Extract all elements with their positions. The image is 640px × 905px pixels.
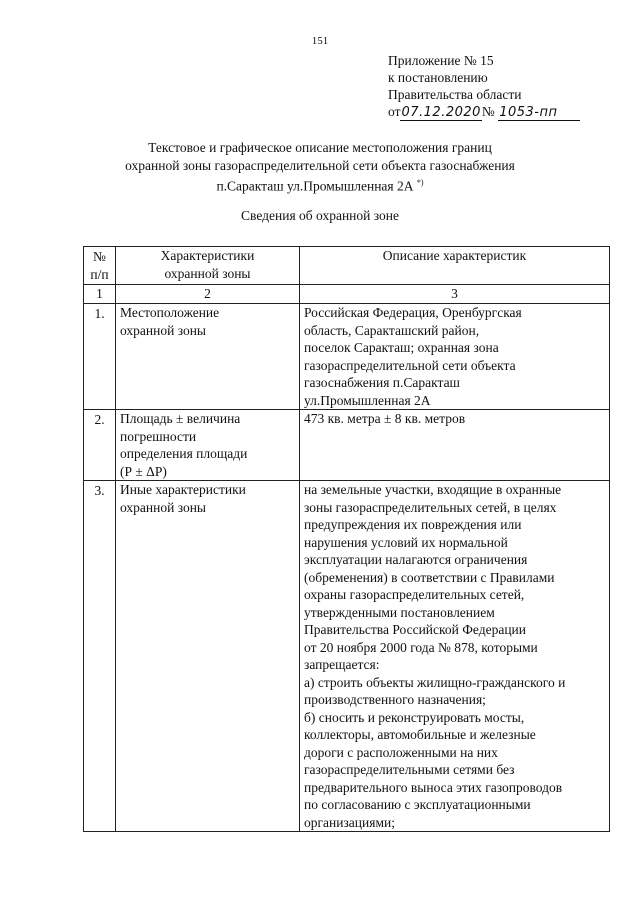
footnote-mark: *): [416, 178, 424, 187]
row-number: 1.: [84, 304, 116, 410]
table-header-row: [84, 247, 610, 285]
column-number-row: [84, 285, 610, 304]
title-line-3: [80, 174, 560, 195]
protection-zone-table: [83, 246, 610, 832]
appendix-title: Приложение № 15: [388, 53, 494, 68]
row-characteristic: Иные характеристики охранной зоны: [116, 481, 300, 832]
row-description: 473 кв. метра ± 8 кв. метров: [300, 410, 610, 481]
page-number: 151: [311, 35, 329, 47]
number-sign: №: [481, 104, 495, 119]
table-row: [84, 481, 610, 832]
section-subtitle: Сведения об охранной зоне: [241, 208, 399, 223]
row-description: Российская Федерация, Оренбургская область, Саракташский район, поселок Саракташ; охранная зона газораспределительной сети объекта газоснабжения п.Саракташ ул.Промышленная 2А: [300, 304, 610, 410]
row-characteristic: Площадь ± величина погрешности определения площади (Р ± ΔР): [116, 410, 300, 481]
row-number: 2.: [84, 410, 116, 481]
appendix-government: Правительства области: [388, 87, 522, 102]
title-line-3-text: п.Саракташ ул.Промышленная 2А: [216, 178, 414, 194]
column-number-1: 1: [84, 285, 116, 304]
title-line-2: охранной зоны газораспределительной сети объекта газоснабжения: [125, 157, 515, 173]
column-number-3: 3: [300, 285, 610, 304]
handwritten-number: 1053-пп: [498, 105, 580, 121]
date-prefix: от: [388, 104, 401, 119]
table-row: [84, 410, 610, 481]
header-characteristic: Характеристики охранной зоны: [116, 247, 300, 285]
header-number: № п/п: [84, 247, 116, 285]
row-characteristic: Местоположение охранной зоны: [116, 304, 300, 410]
appendix-resolution: к постановлению: [388, 70, 488, 85]
title-line-1: Текстовое и графическое описание местоположения границ: [148, 140, 492, 155]
appendix-block: [388, 52, 580, 121]
document-title: [80, 139, 560, 195]
header-description: Описание характеристик: [300, 247, 610, 285]
handwritten-date: 07.12.2020: [401, 105, 481, 120]
appendix-date-number-line: [388, 103, 580, 121]
row-description: на земельные участки, входящие в охранные зоны газораспределительных сетей, в целях предупреждения их повреждения или нарушения условий их нормальной эксплуатации налагаются ограничения (обременения) в соответствии с Правилами охраны газораспределительных сетей, утвержденными постановлением Правительства Российской Федерации от 20 ноября 2000 года № 878, которыми запрещается: а) строить объекты жилищно-гражданского и производственного назначения; б) сносить и реконструировать мосты, коллекторы, автомобильные и железные дороги с расположенными на них газораспределительными сетями без предварительного выноса этих газопроводов по согласованию с эксплуатационными организациями;: [300, 481, 610, 832]
column-number-2: 2: [116, 285, 300, 304]
table-row: [84, 304, 610, 410]
row-number: 3.: [84, 481, 116, 832]
